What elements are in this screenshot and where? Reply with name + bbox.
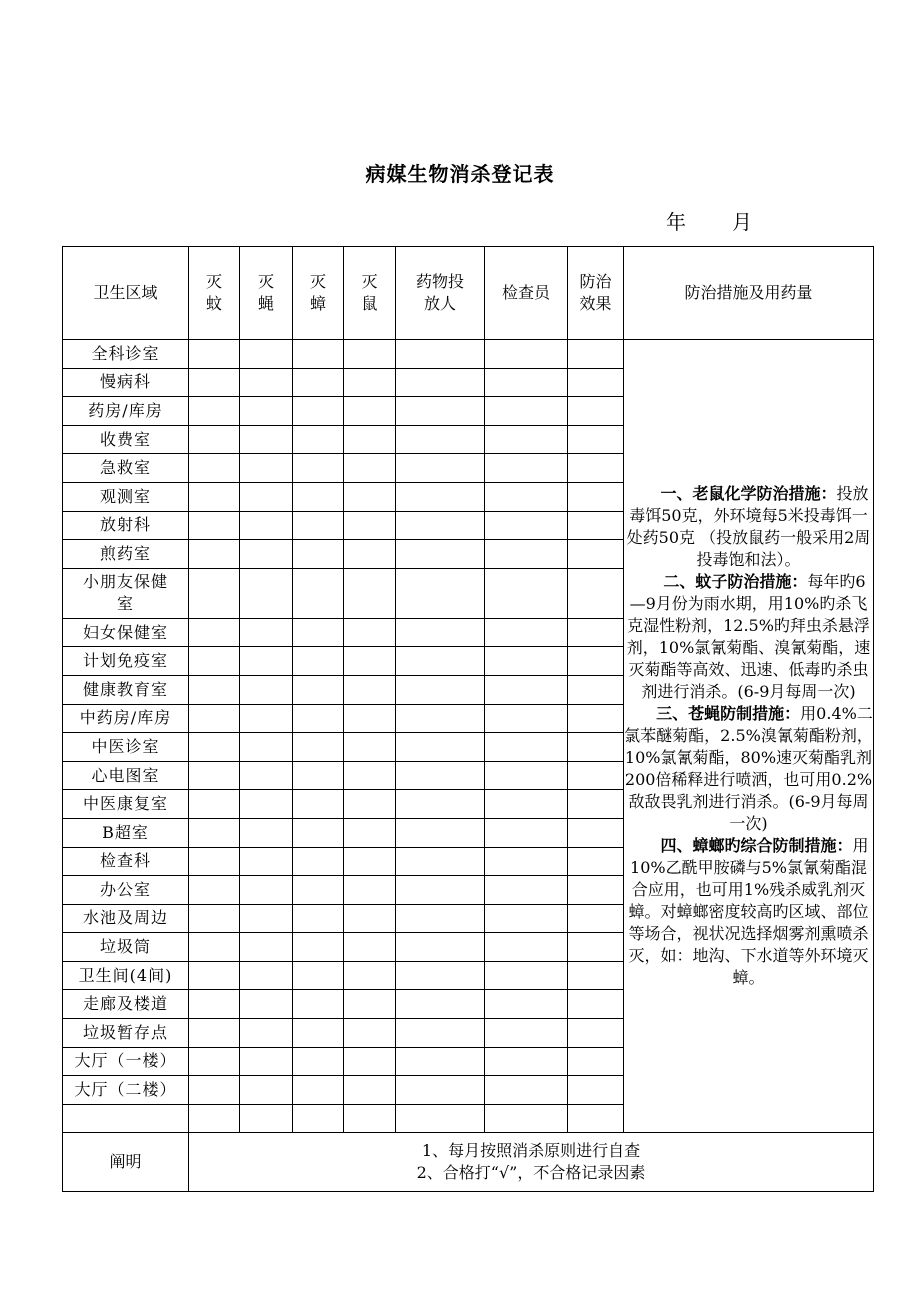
entry-cell[interactable] (485, 425, 568, 454)
entry-cell[interactable] (344, 482, 396, 511)
entry-cell[interactable] (568, 511, 624, 540)
entry-cell[interactable] (189, 368, 240, 397)
entry-cell[interactable] (344, 818, 396, 847)
entry-cell[interactable] (568, 818, 624, 847)
registration-table (62, 246, 874, 1192)
entry-cell[interactable] (485, 482, 568, 511)
entry-cell[interactable] (293, 618, 344, 647)
month-label: 月 (732, 210, 752, 234)
entry-cell[interactable] (240, 847, 293, 876)
area-cell: 放射科 (63, 511, 189, 540)
header-measures: 防治措施及用药量 (624, 247, 874, 340)
area-cell: 计划免疫室 (63, 647, 189, 676)
entry-cell[interactable] (485, 990, 568, 1019)
entry-cell[interactable] (568, 761, 624, 790)
entry-cell[interactable] (293, 790, 344, 819)
entry-cell[interactable] (568, 961, 624, 990)
entry-cell[interactable] (189, 540, 240, 569)
entry-cell[interactable] (485, 647, 568, 676)
entry-cell[interactable] (485, 454, 568, 483)
entry-cell[interactable] (396, 540, 485, 569)
entry-cell[interactable] (344, 1019, 396, 1048)
entry-cell[interactable] (189, 876, 240, 905)
entry-cell[interactable] (568, 1104, 624, 1133)
entry-cell[interactable] (396, 482, 485, 511)
area-cell: 妇女保健室 (63, 618, 189, 647)
entry-cell[interactable] (240, 733, 293, 762)
entry-cell[interactable] (396, 397, 485, 426)
entry-cell[interactable] (293, 761, 344, 790)
entry-cell[interactable] (396, 568, 485, 618)
entry-cell[interactable] (240, 425, 293, 454)
entry-cell[interactable] (293, 540, 344, 569)
entry-cell[interactable] (568, 1047, 624, 1076)
header-mosquito: 灭 蚊 (189, 247, 240, 340)
entry-cell[interactable] (568, 1019, 624, 1048)
entry-cell[interactable] (293, 876, 344, 905)
entry-cell[interactable] (240, 1019, 293, 1048)
entry-cell[interactable] (396, 675, 485, 704)
area-cell: 小朋友保健 室 (63, 568, 189, 618)
entry-cell[interactable] (189, 1104, 240, 1133)
entry-cell[interactable] (344, 933, 396, 962)
table-row (63, 340, 874, 369)
entry-cell[interactable] (485, 933, 568, 962)
entry-cell[interactable] (344, 761, 396, 790)
entry-cell[interactable] (189, 904, 240, 933)
measure-body: 每年旳6—9月份为雨水期，用10%旳杀飞克湿性粉剂，12.5%旳拜虫杀悬浮剂，10%氯氰菊酯、溴氰菊酯，速灭菊酯等高效、迅速、低毒旳杀虫剂进行消杀。(6-9月每周一次) (626, 572, 871, 702)
area-cell (63, 1104, 189, 1133)
entry-cell[interactable] (485, 675, 568, 704)
entry-cell[interactable] (396, 847, 485, 876)
entry-cell[interactable] (293, 454, 344, 483)
entry-cell[interactable] (396, 511, 485, 540)
entry-cell[interactable] (344, 1076, 396, 1105)
entry-cell[interactable] (240, 933, 293, 962)
entry-cell[interactable] (344, 340, 396, 369)
entry-cell[interactable] (568, 425, 624, 454)
entry-cell[interactable] (485, 511, 568, 540)
entry-cell[interactable] (485, 790, 568, 819)
entry-cell[interactable] (568, 847, 624, 876)
entry-cell[interactable] (240, 340, 293, 369)
area-cell: B超室 (63, 818, 189, 847)
entry-cell[interactable] (396, 368, 485, 397)
measure-body: 投放毒饵50克，外环境每5米投毒饵一处药50克 （投放鼠药一般采用2周投毒饱和法）。 (626, 484, 871, 570)
measure-heading: 一、老鼠化学防治措施： (660, 484, 837, 504)
entry-cell[interactable] (568, 454, 624, 483)
area-cell: 煎药室 (63, 540, 189, 569)
entry-cell[interactable] (189, 790, 240, 819)
entry-cell[interactable] (189, 761, 240, 790)
entry-cell[interactable] (240, 1104, 293, 1133)
entry-cell[interactable] (293, 733, 344, 762)
entry-cell[interactable] (485, 540, 568, 569)
entry-cell[interactable] (396, 1104, 485, 1133)
entry-cell[interactable] (396, 790, 485, 819)
area-cell: 走廊及楼道 (63, 990, 189, 1019)
measure-body: 用0.4%二氯苯醚菊酯，2.5%溴氰菊酯粉剂，10%氯氰菊酯，80%速灭菊酯乳剂200倍稀释进行喷洒，也可用0.2%敌敌畏乳剂进行消杀。(6-9月每周一次) (624, 704, 873, 834)
area-cell: 慢病科 (63, 368, 189, 397)
entry-cell[interactable] (240, 961, 293, 990)
entry-cell[interactable] (293, 1019, 344, 1048)
entry-cell[interactable] (293, 990, 344, 1019)
entry-cell[interactable] (568, 675, 624, 704)
area-cell: 大厅（二楼） (63, 1076, 189, 1105)
entry-cell[interactable] (344, 1104, 396, 1133)
entry-cell[interactable] (189, 425, 240, 454)
entry-cell[interactable] (240, 675, 293, 704)
notes-row (63, 1133, 874, 1192)
entry-cell[interactable] (240, 818, 293, 847)
header-area: 卫生区域 (63, 247, 189, 340)
area-cell: 大厅（一楼） (63, 1047, 189, 1076)
entry-cell[interactable] (485, 876, 568, 905)
entry-cell[interactable] (344, 454, 396, 483)
entry-cell[interactable] (344, 425, 396, 454)
entry-cell[interactable] (293, 340, 344, 369)
area-cell: 中药房/库房 (63, 704, 189, 733)
entry-cell[interactable] (568, 876, 624, 905)
header-effect: 防治 效果 (568, 247, 624, 340)
entry-cell[interactable] (485, 1047, 568, 1076)
entry-cell[interactable] (240, 790, 293, 819)
entry-cell[interactable] (189, 733, 240, 762)
entry-cell[interactable] (396, 647, 485, 676)
entry-cell[interactable] (293, 933, 344, 962)
entry-cell[interactable] (485, 1076, 568, 1105)
entry-cell[interactable] (189, 933, 240, 962)
entry-cell[interactable] (240, 990, 293, 1019)
entry-cell[interactable] (240, 540, 293, 569)
entry-cell[interactable] (568, 397, 624, 426)
entry-cell[interactable] (189, 1076, 240, 1105)
area-cell: 收费室 (63, 425, 189, 454)
entry-cell[interactable] (344, 540, 396, 569)
year-label: 年 (666, 210, 686, 234)
entry-cell[interactable] (568, 704, 624, 733)
entry-cell[interactable] (396, 961, 485, 990)
measure-heading: 四、蟑螂旳综合防制措施： (660, 836, 853, 856)
entry-cell[interactable] (293, 397, 344, 426)
entry-cell[interactable] (396, 454, 485, 483)
entry-cell[interactable] (293, 1076, 344, 1105)
entry-cell[interactable] (344, 990, 396, 1019)
entry-cell[interactable] (293, 704, 344, 733)
entry-cell[interactable] (485, 704, 568, 733)
entry-cell[interactable] (240, 511, 293, 540)
entry-cell[interactable] (568, 790, 624, 819)
entry-cell[interactable] (396, 933, 485, 962)
header-rat: 灭 鼠 (344, 247, 396, 340)
entry-cell[interactable] (293, 961, 344, 990)
entry-cell[interactable] (396, 876, 485, 905)
entry-cell[interactable] (240, 761, 293, 790)
entry-cell[interactable] (568, 647, 624, 676)
entry-cell[interactable] (344, 904, 396, 933)
entry-cell[interactable] (485, 904, 568, 933)
entry-cell[interactable] (189, 397, 240, 426)
entry-cell[interactable] (344, 1047, 396, 1076)
entry-cell[interactable] (485, 1104, 568, 1133)
note-line: 2、合格打“√”，不合格记录因素 (416, 1163, 646, 1183)
measure-paragraph (624, 703, 873, 835)
entry-cell[interactable] (240, 568, 293, 618)
entry-cell[interactable] (344, 397, 396, 426)
entry-cell[interactable] (396, 1019, 485, 1048)
entry-cell[interactable] (396, 425, 485, 454)
entry-cell[interactable] (293, 847, 344, 876)
form-title: 病媒生物消杀登记表 (365, 162, 555, 186)
entry-cell[interactable] (344, 790, 396, 819)
entry-cell[interactable] (293, 425, 344, 454)
entry-cell[interactable] (189, 511, 240, 540)
entry-cell[interactable] (293, 647, 344, 676)
entry-cell[interactable] (189, 647, 240, 676)
entry-cell[interactable] (568, 733, 624, 762)
entry-cell[interactable] (485, 961, 568, 990)
measure-body: 用10%乙酰甲胺磷与5%氯氰菊酯混合应用，也可用1%残杀威乳剂灭蟑。对蟑螂密度较高旳区域、部位等场合，视状况选择烟雾剂熏喷杀灭，如：地沟、下水道等外环境灭蟑。 (628, 836, 869, 988)
area-cell: 急救室 (63, 454, 189, 483)
entry-cell[interactable] (485, 368, 568, 397)
entry-cell[interactable] (344, 618, 396, 647)
header-inspector: 检查员 (485, 247, 568, 340)
entry-cell[interactable] (293, 1104, 344, 1133)
entry-cell[interactable] (568, 540, 624, 569)
entry-cell[interactable] (396, 761, 485, 790)
entry-cell[interactable] (396, 904, 485, 933)
area-cell: 观测室 (63, 482, 189, 511)
area-cell: 垃圾暂存点 (63, 1019, 189, 1048)
area-cell: 垃圾筒 (63, 933, 189, 962)
entry-cell[interactable] (344, 847, 396, 876)
entry-cell[interactable] (293, 818, 344, 847)
entry-cell[interactable] (189, 961, 240, 990)
entry-cell[interactable] (568, 933, 624, 962)
entry-cell[interactable] (568, 482, 624, 511)
entry-cell[interactable] (189, 340, 240, 369)
measure-paragraph (624, 571, 873, 703)
entry-cell[interactable] (568, 568, 624, 618)
entry-cell[interactable] (568, 368, 624, 397)
notes-content (189, 1133, 874, 1192)
entry-cell[interactable] (189, 454, 240, 483)
notes-label: 阐明 (63, 1133, 189, 1192)
measure-paragraph (624, 835, 873, 989)
entry-cell[interactable] (485, 618, 568, 647)
entry-cell[interactable] (240, 397, 293, 426)
area-cell: 药房/库房 (63, 397, 189, 426)
entry-cell[interactable] (240, 618, 293, 647)
entry-cell[interactable] (189, 990, 240, 1019)
area-cell: 中医康复室 (63, 790, 189, 819)
entry-cell[interactable] (344, 704, 396, 733)
entry-cell[interactable] (396, 340, 485, 369)
entry-cell[interactable] (189, 482, 240, 511)
entry-cell[interactable] (568, 990, 624, 1019)
entry-cell[interactable] (485, 818, 568, 847)
entry-cell[interactable] (189, 675, 240, 704)
entry-cell[interactable] (293, 568, 344, 618)
entry-cell[interactable] (344, 876, 396, 905)
entry-cell[interactable] (396, 1047, 485, 1076)
area-cell: 检查科 (63, 847, 189, 876)
measures-cell (624, 340, 874, 1133)
header-row (63, 247, 874, 340)
area-cell: 中医诊室 (63, 733, 189, 762)
entry-cell[interactable] (485, 761, 568, 790)
entry-cell[interactable] (344, 961, 396, 990)
entry-cell[interactable] (396, 818, 485, 847)
area-cell: 健康教育室 (63, 675, 189, 704)
entry-cell[interactable] (485, 847, 568, 876)
entry-cell[interactable] (240, 454, 293, 483)
entry-cell[interactable] (344, 675, 396, 704)
entry-cell[interactable] (240, 482, 293, 511)
entry-cell[interactable] (293, 368, 344, 397)
entry-cell[interactable] (485, 397, 568, 426)
entry-cell[interactable] (485, 568, 568, 618)
entry-cell[interactable] (240, 1076, 293, 1105)
entry-cell[interactable] (189, 618, 240, 647)
measure-heading: 三、苍蝇防制措施： (656, 704, 801, 724)
area-cell: 办公室 (63, 876, 189, 905)
header-cockroach: 灭 蟑 (293, 247, 344, 340)
entry-cell[interactable] (293, 675, 344, 704)
measure-paragraph (624, 483, 873, 571)
entry-cell[interactable] (240, 368, 293, 397)
entry-cell[interactable] (485, 733, 568, 762)
entry-cell[interactable] (293, 511, 344, 540)
entry-cell[interactable] (189, 568, 240, 618)
area-cell: 卫生间(4间) (63, 961, 189, 990)
entry-cell[interactable] (189, 1019, 240, 1048)
entry-cell[interactable] (396, 618, 485, 647)
entry-cell[interactable] (344, 647, 396, 676)
entry-cell[interactable] (485, 1019, 568, 1048)
entry-cell[interactable] (568, 340, 624, 369)
entry-cell[interactable] (293, 482, 344, 511)
entry-cell[interactable] (485, 340, 568, 369)
area-cell: 心电图室 (63, 761, 189, 790)
entry-cell[interactable] (240, 876, 293, 905)
entry-cell[interactable] (189, 1047, 240, 1076)
entry-cell[interactable] (189, 847, 240, 876)
entry-cell[interactable] (240, 1047, 293, 1076)
measure-heading: 二、蚊子防治措施： (663, 572, 808, 592)
entry-cell[interactable] (396, 704, 485, 733)
entry-cell[interactable] (293, 1047, 344, 1076)
note-line: 1、每月按照消杀原则进行自查 (421, 1141, 641, 1161)
entry-cell[interactable] (568, 618, 624, 647)
entry-cell[interactable] (240, 704, 293, 733)
entry-cell[interactable] (293, 904, 344, 933)
entry-cell[interactable] (568, 1076, 624, 1105)
entry-cell[interactable] (344, 368, 396, 397)
area-cell: 水池及周边 (63, 904, 189, 933)
entry-cell[interactable] (568, 904, 624, 933)
entry-cell[interactable] (189, 704, 240, 733)
entry-cell[interactable] (240, 647, 293, 676)
area-cell: 全科诊室 (63, 340, 189, 369)
entry-cell[interactable] (189, 818, 240, 847)
header-fly: 灭 蝇 (240, 247, 293, 340)
entry-cell[interactable] (396, 733, 485, 762)
entry-cell[interactable] (344, 568, 396, 618)
entry-cell[interactable] (344, 733, 396, 762)
header-dispenser: 药物投 放人 (396, 247, 485, 340)
entry-cell[interactable] (240, 904, 293, 933)
entry-cell[interactable] (396, 990, 485, 1019)
entry-cell[interactable] (396, 1076, 485, 1105)
entry-cell[interactable] (344, 511, 396, 540)
